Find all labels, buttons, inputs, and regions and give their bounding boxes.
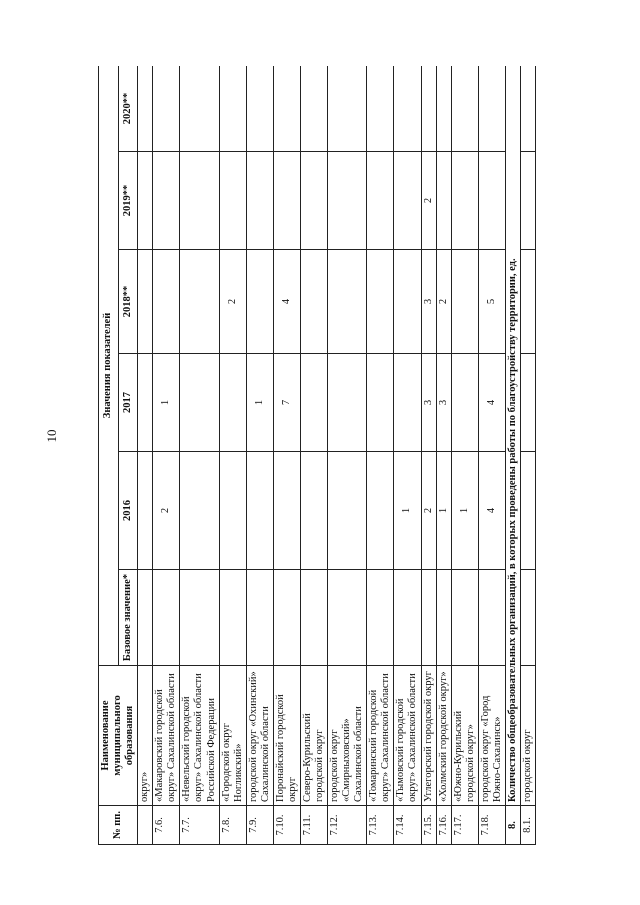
row-2019	[478, 152, 505, 250]
row-base	[394, 570, 421, 666]
header-2020: 2020**	[118, 66, 138, 152]
table-row	[138, 66, 153, 845]
row-name: «Южно-Курильский городской округ»	[451, 666, 478, 806]
row-2017	[219, 354, 246, 452]
row-2018	[328, 250, 367, 354]
row-num: 7.13.	[367, 806, 394, 845]
row-name: «Тымовский городской округ» Сахалинской области	[394, 666, 421, 806]
row-2018	[367, 250, 394, 354]
header-2019: 2019**	[118, 152, 138, 250]
row-base	[451, 570, 478, 666]
header-2018: 2018**	[118, 250, 138, 354]
row-name: городской округ «Смирныховский» Сахалинской области	[328, 666, 367, 806]
rotated-table-container	[98, 66, 595, 845]
row-2017	[300, 354, 327, 452]
row-2016	[273, 452, 300, 570]
row-num: 7.15.	[421, 806, 436, 845]
row-2016	[180, 452, 219, 570]
table-row	[367, 66, 394, 845]
row-2020	[300, 66, 327, 152]
row-2018: 2	[219, 250, 246, 354]
table-row	[273, 66, 300, 845]
row-2020	[421, 66, 436, 152]
row-2016	[520, 452, 535, 570]
section-8-row	[505, 66, 520, 845]
row-2020	[478, 66, 505, 152]
row-name: Поронайский городской округ	[273, 666, 300, 806]
row-2018: 5	[478, 250, 505, 354]
row-2020	[520, 66, 535, 152]
row-base	[478, 570, 505, 666]
row-2016: 1	[451, 452, 478, 570]
row-2020	[451, 66, 478, 152]
table-row	[394, 66, 421, 845]
header-name: Наименование муниципального образования	[99, 666, 138, 806]
row-2016: 2	[421, 452, 436, 570]
row-2017	[138, 354, 153, 452]
row-num: 7.14.	[394, 806, 421, 845]
row-2020	[180, 66, 219, 152]
table-row	[300, 66, 327, 845]
row-name: «Холмский городской округ»	[436, 666, 451, 806]
row-base	[328, 570, 367, 666]
row-2017	[180, 354, 219, 452]
row-2020	[138, 66, 153, 152]
row-2018	[180, 250, 219, 354]
row-num: 7.16.	[436, 806, 451, 845]
row-2016	[246, 452, 273, 570]
row-2016	[328, 452, 367, 570]
row-2019	[219, 152, 246, 250]
row-num	[138, 806, 153, 845]
row-2019	[273, 152, 300, 250]
row-base	[180, 570, 219, 666]
row-2016: 4	[478, 452, 505, 570]
row-2017	[328, 354, 367, 452]
row-name: «Городской округ Ногликский»	[219, 666, 246, 806]
row-2020	[328, 66, 367, 152]
table-row	[246, 66, 273, 845]
row-2020	[436, 66, 451, 152]
header-num: № пп.	[99, 806, 138, 845]
row-name: городской округ «Охинский» Сахалинской области	[246, 666, 273, 806]
row-base	[436, 570, 451, 666]
row-num: 7.6.	[153, 806, 180, 845]
row-2018	[300, 250, 327, 354]
row-2019	[328, 152, 367, 250]
row-base	[300, 570, 327, 666]
row-2016	[367, 452, 394, 570]
row-2018	[451, 250, 478, 354]
row-num: 7.7.	[180, 806, 219, 845]
table-row	[436, 66, 451, 845]
row-name: округ»	[138, 666, 153, 806]
row-2019	[180, 152, 219, 250]
row-2016	[219, 452, 246, 570]
table-row	[153, 66, 180, 845]
row-num: 8.1.	[520, 806, 535, 845]
row-2017	[394, 354, 421, 452]
section-8-num: 8.	[505, 806, 520, 845]
row-name: Углегорский городской округ	[421, 666, 436, 806]
row-num: 7.9.	[246, 806, 273, 845]
row-2020	[219, 66, 246, 152]
row-2020	[273, 66, 300, 152]
row-2017	[451, 354, 478, 452]
row-name: городской округ	[520, 666, 535, 806]
row-base	[520, 570, 535, 666]
row-name: Северо-Курильский городской округ	[300, 666, 327, 806]
row-2017	[367, 354, 394, 452]
row-base	[367, 570, 394, 666]
row-base	[153, 570, 180, 666]
row-2018	[520, 250, 535, 354]
row-base	[273, 570, 300, 666]
row-2020	[394, 66, 421, 152]
row-2016: 2	[153, 452, 180, 570]
row-base	[421, 570, 436, 666]
row-2017: 3	[421, 354, 436, 452]
header-values-group: Значения показателей	[99, 66, 119, 666]
row-2017: 3	[436, 354, 451, 452]
row-2018: 3	[421, 250, 436, 354]
row-2019	[138, 152, 153, 250]
row-2019	[367, 152, 394, 250]
row-2019	[246, 152, 273, 250]
row-2019: 2	[421, 152, 436, 250]
header-2016: 2016	[118, 452, 138, 570]
row-2019	[520, 152, 535, 250]
header-2017: 2017	[118, 354, 138, 452]
row-2016	[300, 452, 327, 570]
row-name: «Томаринский городской округ» Сахалинской области	[367, 666, 394, 806]
table-row	[520, 66, 535, 845]
table-row	[219, 66, 246, 845]
row-2019	[394, 152, 421, 250]
row-2018: 4	[273, 250, 300, 354]
row-2019	[153, 152, 180, 250]
row-2017: 4	[478, 354, 505, 452]
row-2016: 1	[436, 452, 451, 570]
page-number: 10	[44, 429, 59, 443]
row-2018: 2	[436, 250, 451, 354]
row-num: 7.12.	[328, 806, 367, 845]
row-name: городской округ «Город Южно-Сахалинск»	[478, 666, 505, 806]
row-2019	[436, 152, 451, 250]
row-2020	[153, 66, 180, 152]
row-2017: 1	[246, 354, 273, 452]
row-2018	[138, 250, 153, 354]
row-name: «Невельский городской округ» Сахалинской области Российской Федерации	[180, 666, 219, 806]
table-row	[478, 66, 505, 845]
row-2016	[138, 452, 153, 570]
row-num: 7.18.	[478, 806, 505, 845]
row-num: 7.17.	[451, 806, 478, 845]
table-row	[180, 66, 219, 845]
row-base	[138, 570, 153, 666]
row-num: 7.11.	[300, 806, 327, 845]
row-2018	[394, 250, 421, 354]
table-row	[451, 66, 478, 845]
row-2020	[246, 66, 273, 152]
row-2016: 1	[394, 452, 421, 570]
row-num: 7.8.	[219, 806, 246, 845]
row-2017: 1	[153, 354, 180, 452]
header-base: Базовое значение*	[118, 570, 138, 666]
row-num: 7.10.	[273, 806, 300, 845]
row-2020	[367, 66, 394, 152]
header-row-1	[99, 66, 119, 845]
row-base	[219, 570, 246, 666]
row-2018	[153, 250, 180, 354]
row-2017	[520, 354, 535, 452]
table-row	[421, 66, 436, 845]
row-2018	[246, 250, 273, 354]
row-name: «Макаровский городской округ» Сахалинской области	[153, 666, 180, 806]
row-2017: 7	[273, 354, 300, 452]
table-row	[328, 66, 367, 845]
section-8-title: Количество общеобразовательных организаций, в которых проведены работы по благоустройству территории, ед.	[505, 66, 520, 806]
indicators-table	[98, 66, 536, 845]
row-base	[246, 570, 273, 666]
rotated-table-content	[98, 66, 595, 845]
row-2019	[300, 152, 327, 250]
row-2019	[451, 152, 478, 250]
